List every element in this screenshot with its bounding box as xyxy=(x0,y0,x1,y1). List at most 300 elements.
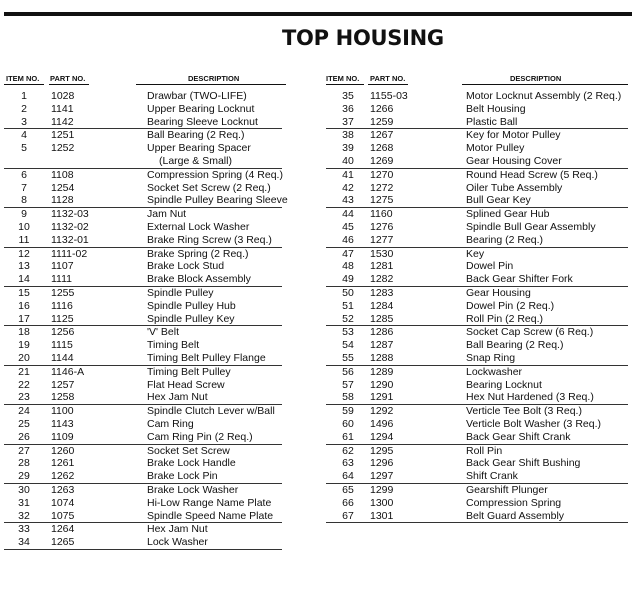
part-description: Timing Belt xyxy=(147,339,200,352)
item-number: 31 xyxy=(18,496,30,509)
part-description: Hex Nut Hardened (3 Req.) xyxy=(466,391,594,404)
item-number: 58 xyxy=(342,391,354,404)
part-number: 1074 xyxy=(51,496,75,509)
part-number: 1277 xyxy=(370,233,394,246)
table-row xyxy=(326,287,628,300)
table-row xyxy=(4,405,282,418)
table-row xyxy=(4,326,282,339)
item-number: 43 xyxy=(342,194,354,207)
table-row xyxy=(4,445,282,458)
item-number: 5 xyxy=(21,142,27,155)
part-number: 1267 xyxy=(370,129,394,142)
table-row xyxy=(326,169,628,182)
item-number: 21 xyxy=(18,365,30,378)
table-row xyxy=(326,379,628,392)
row-group xyxy=(326,208,628,247)
item-number: 16 xyxy=(18,299,30,312)
part-description: Hi-Low Range Name Plate xyxy=(147,496,272,509)
part-description: Back Gear Shift Bushing xyxy=(466,457,581,470)
table-row xyxy=(326,484,628,497)
item-number: 27 xyxy=(18,444,30,457)
part-number: 1144 xyxy=(51,351,74,364)
part-number: 1142 xyxy=(51,115,74,128)
part-description: Drawbar (TWO-LIFE) xyxy=(147,90,247,102)
row-group xyxy=(326,248,628,287)
part-description: Spindle Bull Gear Assembly xyxy=(466,220,596,233)
table-row xyxy=(4,391,282,404)
item-number: 42 xyxy=(342,181,354,194)
item-number: 17 xyxy=(18,312,30,325)
part-number: 1266 xyxy=(370,102,394,115)
item-number: 12 xyxy=(18,247,30,260)
header-rule xyxy=(136,84,286,85)
part-number: 1290 xyxy=(370,378,394,391)
part-number: 1256 xyxy=(51,326,75,339)
part-number: 1496 xyxy=(370,417,394,430)
part-description: Back Gear Shift Crank xyxy=(466,430,571,443)
description-header: DESCRIPTION xyxy=(510,74,562,83)
table-row xyxy=(326,129,628,142)
table-row xyxy=(4,510,282,523)
item-number: 61 xyxy=(342,430,354,443)
part-description: Lock Washer xyxy=(147,536,208,549)
part-number: 1272 xyxy=(370,181,394,194)
item-number: 37 xyxy=(342,115,354,128)
table-row xyxy=(4,208,282,221)
row-group xyxy=(326,405,628,444)
part-description: Socket Cap Screw (6 Req.) xyxy=(466,326,594,339)
part-description: Key for Motor Pulley xyxy=(466,129,561,142)
part-description: Snap Ring xyxy=(466,351,516,364)
part-number: 1281 xyxy=(370,260,394,273)
part-description: Plastic Ball xyxy=(466,115,518,128)
row-group xyxy=(326,287,628,326)
part-number: 1285 xyxy=(370,312,394,325)
item-number: 52 xyxy=(342,312,354,325)
table-row xyxy=(4,366,282,379)
part-number: 1291 xyxy=(370,391,394,404)
part-description: Ball Bearing (2 Req.) xyxy=(147,129,245,142)
description-header: DESCRIPTION xyxy=(188,74,240,83)
part-description: Round Head Screw (5 Req.) xyxy=(466,168,598,181)
item-number: 45 xyxy=(342,220,354,233)
part-number: 1296 xyxy=(370,457,394,470)
item-number: 19 xyxy=(18,339,30,352)
table-row xyxy=(326,470,628,483)
item-number: 57 xyxy=(342,378,354,391)
part-number: 1268 xyxy=(370,142,394,155)
table-row xyxy=(4,457,282,470)
table-row xyxy=(4,248,282,261)
part-description: Upper Bearing Spacer xyxy=(147,142,251,155)
part-number: 1286 xyxy=(370,326,394,339)
item-number: 40 xyxy=(342,154,354,167)
part-description: Gear Housing xyxy=(466,286,531,299)
table-row xyxy=(4,129,282,142)
table-row xyxy=(4,116,282,129)
part-description: Roll Pin xyxy=(466,444,503,457)
table-row xyxy=(4,182,282,195)
table-row xyxy=(326,300,628,313)
part-description: Timing Belt Pulley Flange xyxy=(147,351,266,364)
row-group xyxy=(4,484,282,523)
part-number: 1160 xyxy=(370,208,393,221)
table-row xyxy=(326,510,628,523)
page-title: TOP HOUSING xyxy=(282,26,444,50)
row-group xyxy=(4,208,282,247)
table-row xyxy=(4,352,282,365)
part-number: 1300 xyxy=(370,496,394,509)
item-number: 55 xyxy=(342,351,354,364)
table-row xyxy=(4,287,282,300)
part-number: 1132-03 xyxy=(51,208,89,221)
part-description: Spindle Pulley xyxy=(147,286,214,299)
part-description: Brake Block Assembly xyxy=(147,273,251,286)
part-description: Back Gear Shifter Fork xyxy=(466,273,573,286)
item-number: 54 xyxy=(342,339,354,352)
part-number: 1111-02 xyxy=(51,247,88,260)
part-description: Gear Housing Cover xyxy=(466,154,562,167)
row-group xyxy=(4,523,282,550)
header-rule xyxy=(462,84,628,85)
part-number: 1530 xyxy=(370,247,394,260)
part-description: Brake Spring (2 Req.) xyxy=(147,247,249,260)
part-description: Bearing (2 Req.) xyxy=(466,233,544,246)
header-rule xyxy=(49,84,89,85)
part-number: 1264 xyxy=(51,523,75,536)
part-number: 1116 xyxy=(51,299,73,312)
item-number: 23 xyxy=(18,391,30,404)
table-row xyxy=(4,379,282,392)
row-group xyxy=(326,484,628,523)
part-number: 1111 xyxy=(51,273,73,286)
part-number: 1107 xyxy=(51,260,74,273)
item-number: 51 xyxy=(342,299,354,312)
part-number: 1257 xyxy=(51,378,75,391)
part-description: Ball Bearing (2 Req.) xyxy=(466,339,564,352)
table-row xyxy=(326,248,628,261)
part-number: 1259 xyxy=(370,115,394,128)
part-description: Key xyxy=(466,247,485,260)
table-row xyxy=(4,431,282,444)
item-number: 36 xyxy=(342,102,354,115)
part-description: Hex Jam Nut xyxy=(147,523,208,536)
part-number: 1146-A xyxy=(51,365,85,378)
table-row xyxy=(326,445,628,458)
part-description: 'V' Belt xyxy=(147,326,180,339)
item-number: 26 xyxy=(18,430,30,443)
table-row xyxy=(4,523,282,536)
table-row xyxy=(4,103,282,116)
item-number: 20 xyxy=(18,351,30,364)
left-rows xyxy=(4,90,288,550)
part-description: Brake Lock Washer xyxy=(147,483,239,496)
part-description: Splined Gear Hub xyxy=(466,208,550,221)
header-rule xyxy=(326,84,364,85)
item-number: 63 xyxy=(342,457,354,470)
part-description: Cam Ring Pin (2 Req.) xyxy=(147,430,253,443)
part-description: Compression Spring (4 Req.) xyxy=(147,168,283,181)
table-row xyxy=(4,234,282,247)
item-number: 60 xyxy=(342,417,354,430)
part-description: Shift Crank xyxy=(466,470,518,483)
table-row xyxy=(326,366,628,379)
item-number: 53 xyxy=(342,326,354,339)
part-description: Spindle Speed Name Plate xyxy=(147,509,274,522)
part-number: 1270 xyxy=(370,168,394,181)
item-number: 59 xyxy=(342,405,354,418)
item-number: 49 xyxy=(342,273,354,286)
part-number: 1252 xyxy=(51,142,75,155)
part-description: Socket Set Screw (2 Req.) xyxy=(147,181,271,194)
item-number: 33 xyxy=(18,523,30,536)
table-row xyxy=(4,142,282,155)
part-number: 1269 xyxy=(370,154,394,167)
table-row xyxy=(326,405,628,418)
part-no-header: PART NO. xyxy=(50,74,86,83)
table-row xyxy=(326,391,628,404)
row-group xyxy=(4,168,288,208)
part-number: 1263 xyxy=(51,483,75,496)
table-row xyxy=(326,497,628,510)
table-row xyxy=(4,470,282,483)
item-number: 32 xyxy=(18,509,30,522)
table-row xyxy=(326,221,628,234)
row-group xyxy=(4,287,282,326)
table-row xyxy=(4,497,282,510)
table-row xyxy=(4,418,282,431)
item-number: 39 xyxy=(342,142,354,155)
part-description: Motor Locknut Assembly (2 Req.) xyxy=(466,90,622,102)
part-number: 1115 xyxy=(51,339,73,352)
part-description: Verticle Tee Bolt (3 Req.) xyxy=(466,405,582,418)
table-row xyxy=(4,90,282,103)
item-number: 47 xyxy=(342,247,354,260)
part-number: 1132-02 xyxy=(51,220,89,233)
item-number: 34 xyxy=(18,536,30,549)
table-row xyxy=(4,273,282,286)
part-description: Upper Bearing Locknut xyxy=(147,102,255,115)
part-number: 1301 xyxy=(370,509,394,522)
part-description: Brake Ring Screw (3 Req.) xyxy=(147,233,272,246)
table-row xyxy=(326,90,628,103)
part-description: Spindle Pulley Bearing Sleeve xyxy=(147,194,288,207)
part-description: Compression Spring xyxy=(466,496,562,509)
row-group xyxy=(326,129,628,168)
item-number: 67 xyxy=(342,509,354,522)
part-description: Belt Guard Assembly xyxy=(466,509,565,522)
header-rule xyxy=(368,84,408,85)
table-row xyxy=(326,260,628,273)
part-number: 1289 xyxy=(370,365,394,378)
part-number: 1028 xyxy=(51,90,75,102)
item-number: 13 xyxy=(18,260,30,273)
item-number: 50 xyxy=(342,286,354,299)
part-number: 1283 xyxy=(370,286,394,299)
item-number: 28 xyxy=(18,457,30,470)
item-number: 25 xyxy=(18,417,30,430)
part-number: 1284 xyxy=(370,299,394,312)
part-description: Cam Ring xyxy=(147,417,194,430)
item-number: 11 xyxy=(18,233,30,246)
table-row xyxy=(326,116,628,129)
part-number: 1125 xyxy=(51,312,74,325)
part-description: Brake Lock Stud xyxy=(147,260,225,273)
table-row xyxy=(326,326,628,339)
part-number: 1143 xyxy=(51,417,74,430)
item-number: 18 xyxy=(18,326,30,339)
table-row xyxy=(326,418,628,431)
item-number: 29 xyxy=(18,470,30,483)
item-number: 48 xyxy=(342,260,354,273)
part-number: 1255 xyxy=(51,286,75,299)
part-description: Spindle Pulley Key xyxy=(147,312,235,325)
row-group xyxy=(4,366,282,405)
row-group xyxy=(4,405,282,444)
part-number: 1287 xyxy=(370,339,394,352)
item-number: 14 xyxy=(18,273,30,286)
part-description: Bearing Sleeve Locknut xyxy=(147,115,258,128)
table-row xyxy=(326,431,628,444)
item-number: 4 xyxy=(21,129,27,142)
item-number: 6 xyxy=(21,168,27,181)
item-number: 15 xyxy=(18,286,30,299)
part-description: Oiler Tube Assembly xyxy=(466,181,563,194)
top-rule xyxy=(4,12,632,16)
part-description: Verticle Bolt Washer (3 Req.) xyxy=(466,417,601,430)
right-rows xyxy=(326,90,628,523)
part-description: Motor Pulley xyxy=(466,142,525,155)
part-description: Gearshift Plunger xyxy=(466,483,548,496)
part-description: Roll Pin (2 Req.) xyxy=(466,312,544,325)
part-number: 1282 xyxy=(370,273,394,286)
item-number: 65 xyxy=(342,483,354,496)
part-description: Timing Belt Pulley xyxy=(147,365,231,378)
table-row xyxy=(326,142,628,155)
table-row xyxy=(4,260,282,273)
part-number: 1254 xyxy=(51,181,75,194)
table-row xyxy=(4,536,282,549)
table-row xyxy=(4,484,282,497)
part-description: Dowel Pin xyxy=(466,260,514,273)
part-number: 1294 xyxy=(370,430,394,443)
part-number: 1288 xyxy=(370,351,394,364)
item-number: 2 xyxy=(21,102,27,115)
table-row xyxy=(4,155,282,168)
part-number: 1295 xyxy=(370,444,394,457)
item-number: 24 xyxy=(18,405,30,418)
row-group xyxy=(4,445,282,484)
part-number: 1265 xyxy=(51,536,75,549)
item-number: 41 xyxy=(342,168,354,181)
table-row xyxy=(326,457,628,470)
table-row xyxy=(326,155,628,168)
row-group xyxy=(4,90,282,129)
item-number: 10 xyxy=(18,220,30,233)
table-row xyxy=(326,182,628,195)
item-number: 66 xyxy=(342,496,354,509)
table-row xyxy=(4,194,288,207)
table-row xyxy=(326,273,628,286)
table-row xyxy=(326,339,628,352)
row-group xyxy=(326,445,628,484)
item-number: 30 xyxy=(18,483,30,496)
part-description: Dowel Pin (2 Req.) xyxy=(466,299,555,312)
table-row xyxy=(326,103,628,116)
part-number: 1297 xyxy=(370,470,394,483)
table-row xyxy=(4,169,282,182)
row-group xyxy=(4,129,282,168)
row-group xyxy=(326,366,628,405)
item-number: 44 xyxy=(342,208,354,221)
part-number: 1258 xyxy=(51,391,75,404)
item-no-header: ITEM NO. xyxy=(326,74,360,83)
item-number: 7 xyxy=(21,181,27,194)
part-number: 1276 xyxy=(370,220,394,233)
row-group xyxy=(4,248,282,287)
item-number: 3 xyxy=(21,115,27,128)
part-number: 1132-01 xyxy=(51,233,89,246)
item-number: 62 xyxy=(342,444,354,457)
part-description: Hex Jam Nut xyxy=(147,391,208,404)
table-row xyxy=(4,221,282,234)
part-description: Lockwasher xyxy=(466,365,523,378)
table-row xyxy=(326,313,628,326)
table-row xyxy=(4,300,282,313)
part-description: Bearing Locknut xyxy=(466,378,542,391)
part-no-header: PART NO. xyxy=(370,74,406,83)
part-description: (Large & Small) xyxy=(159,154,232,167)
part-number: 1109 xyxy=(51,430,74,443)
table-row xyxy=(326,234,628,247)
part-description: Brake Lock Pin xyxy=(147,470,218,483)
row-group xyxy=(326,169,628,208)
part-number: 1260 xyxy=(51,444,75,457)
table-row xyxy=(4,339,282,352)
item-no-header: ITEM NO. xyxy=(6,74,40,83)
item-number: 56 xyxy=(342,365,354,378)
part-description: Spindle Clutch Lever w/Ball xyxy=(147,405,275,418)
item-number: 64 xyxy=(342,470,354,483)
part-description: Brake Lock Handle xyxy=(147,457,236,470)
part-description: Jam Nut xyxy=(147,208,187,221)
part-number: 1262 xyxy=(51,470,75,483)
part-number: 1075 xyxy=(51,509,75,522)
part-number: 1275 xyxy=(370,194,394,207)
item-number: 22 xyxy=(18,378,30,391)
table-row xyxy=(4,313,282,326)
part-number: 1141 xyxy=(51,102,74,115)
item-number: 9 xyxy=(21,208,27,221)
table-row xyxy=(326,194,628,207)
part-description: Spindle Pulley Hub xyxy=(147,299,236,312)
item-number: 1 xyxy=(21,90,27,102)
item-number: 46 xyxy=(342,233,354,246)
part-description: Flat Head Screw xyxy=(147,378,225,391)
part-number: 1251 xyxy=(51,129,75,142)
table-row xyxy=(326,208,628,221)
row-group xyxy=(326,326,628,365)
part-number: 1261 xyxy=(51,457,75,470)
table-row xyxy=(326,352,628,365)
part-number: 1108 xyxy=(51,168,74,181)
item-number: 35 xyxy=(342,90,354,102)
part-description: Belt Housing xyxy=(466,102,526,115)
part-description: External Lock Washer xyxy=(147,220,250,233)
part-description: Socket Set Screw xyxy=(147,444,230,457)
item-number: 8 xyxy=(21,194,27,207)
row-group xyxy=(326,90,628,129)
